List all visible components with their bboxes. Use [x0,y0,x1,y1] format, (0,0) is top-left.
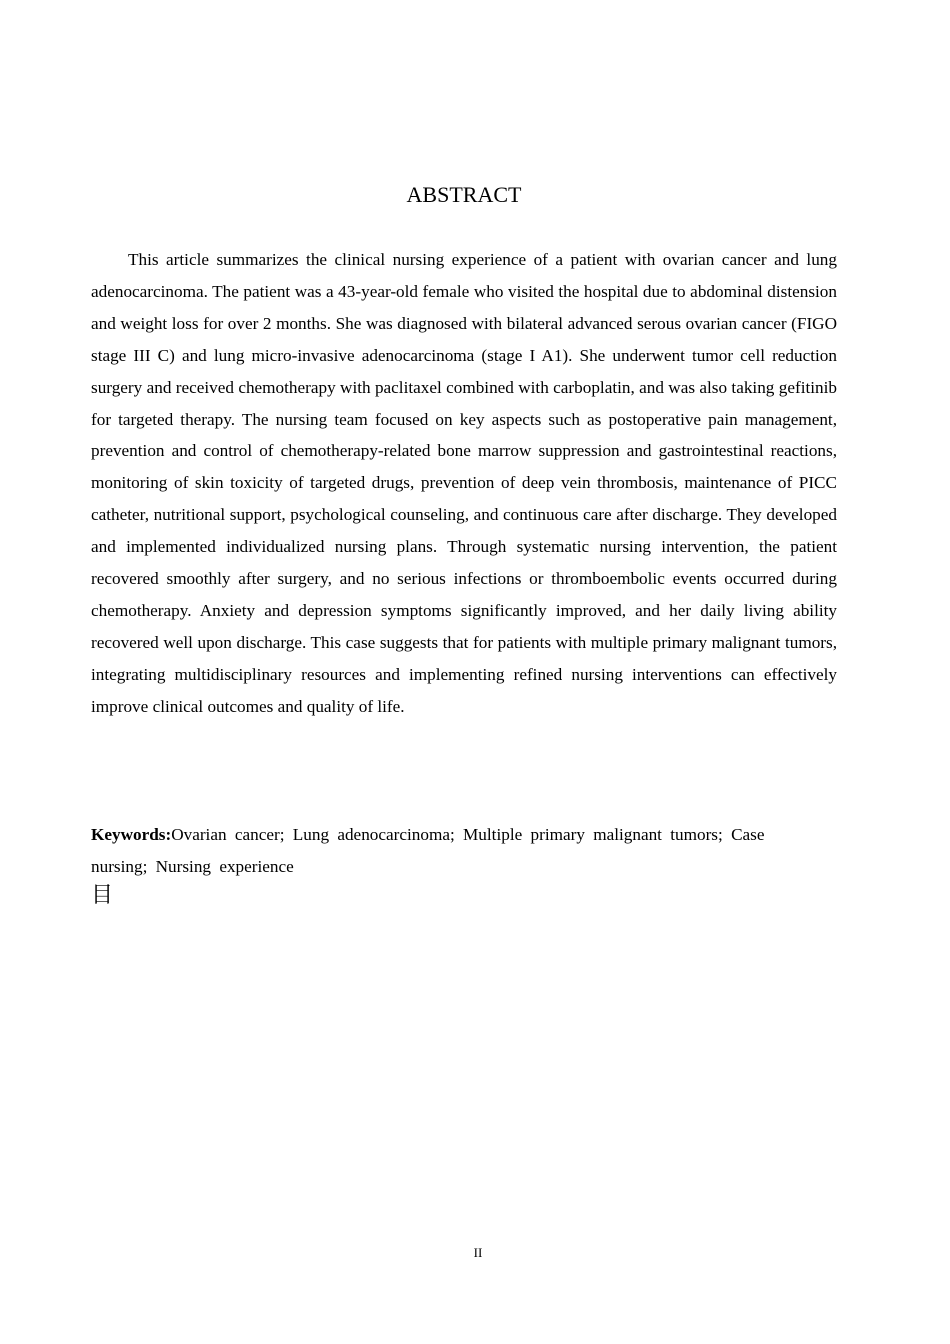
abstract-title: ABSTRACT [406,182,522,207]
keywords-list: Ovarian cancer; Lung adenocarcinoma; Multiple primary malignant tumors; Case nursing; Nursing experience [91,825,765,876]
toc-heading-fragment: 目 [91,883,114,908]
abstract-body: This article summarizes the clinical nursing experience of a patient with ovarian cancer and lung adenocarcinoma. The patient was a 43-year-old female who visited the hospital due to abdominal distension and weight loss for over 2 months. She was diagnosed with bilateral advanced serous ovarian cancer (FIGO stage III C) and lung micro-invasive adenocarcinoma (stage I A1). She underwent tumor cell reduction surgery and received chemotherapy with paclitaxel combined with carboplatin, and was also taking gefitinib for targeted therapy. The nursing team focused on key aspects such as postoperative pain management, prevention and control of chemotherapy-related bone marrow suppression and gastrointestinal reactions, monitoring of skin toxicity of targeted drugs, prevention of deep vein thrombosis, maintenance of PICC catheter, nutritional support, psychological counseling, and continuous care after discharge. They developed and implemented individualized nursing plans. Through systematic nursing intervention, the patient recovered smoothly after surgery, and no serious infections or thromboembolic events occurred during chemotherapy. Anxiety and depression symptoms significantly improved, and her daily living ability recovered well upon discharge. This case suggests that for patients with multiple primary malignant tumors, integrating multidisciplinary resources and implementing refined nursing interventions can effectively improve clinical outcomes and quality of life. [91,250,837,716]
page-number: II [473,1245,483,1260]
keywords-paragraph [91,819,811,883]
keywords-label: Keywords: [91,825,172,844]
